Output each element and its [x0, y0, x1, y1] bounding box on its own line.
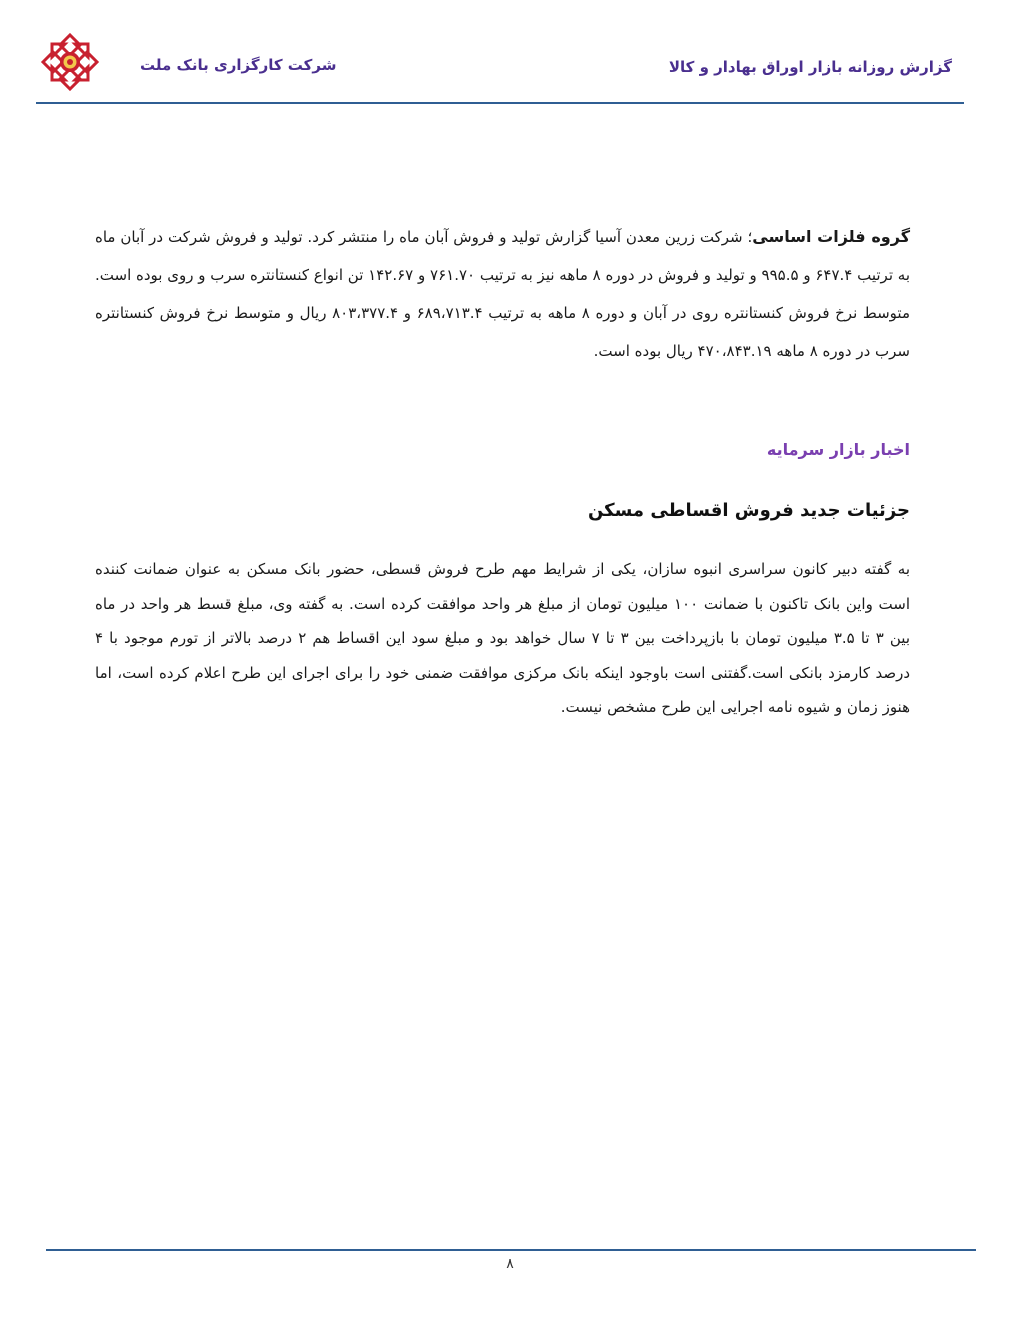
page-number: ۸	[506, 1256, 514, 1272]
metals-text: ؛ شرکت زرین معدن آسیا گزارش تولید و فروش آبان ماه را منتشر کرد. تولید و فروش شرکت در آبان ماه به ترتیب ۶۴۷.۴ و ۹۹۵.۵ و تولید و فروش در دوره ۸ ماهه نیز به ترتیب ۷۶۱.۷۰ و ۱۴۲.۶۷ تن انواع کنستانتره سرب و روی بوده است. متوسط نرخ فروش کنستانتره روی در آبان و دوره ۸ ماهه به ترتیب ۶۸۹،۷۱۳.۴ و ۸۰۳،۳۷۷.۴ ریال و متوسط نرخ فروش کنستانتره سرب در دوره ۸ ماهه ۴۷۰،۸۴۳.۱۹ ریال بوده است.	[95, 228, 911, 360]
company-name: شرکت کارگزاری بانک ملت	[140, 56, 337, 74]
section-title: اخبار بازار سرمایه	[766, 440, 910, 459]
bank-mellat-logo-icon	[40, 32, 100, 92]
header-divider	[36, 102, 964, 104]
news-body: به گفته دبیر کانون سراسری انبوه سازان، یکی از شرایط مهم طرح فروش قسطی، حضور بانک مسکن به عنوان ضمانت کننده است واین بانک تاکنون با ضمانت ۱۰۰ میلیون تومان از مبلغ هر واحد موافقت کرده است. به گفته وی، مبلغ قسط هر واحد در ماه بین ۳ تا ۳.۵ میلیون تومان با بازپرداخت بین ۳ تا ۷ سال خواهد بود و مبلغ سود این اقساط هم ۲ درصد بالاتر از تورم موجود با ۴ درصد کارمزد بانکی است.گفتنی است باوجود اینکه بانک مرکزی موافقت ضمنی خود را برای اجرای این طرح اعلام کرده است، اما هنوز زمان و شیوه نامه اجرایی این طرح مشخص نیست.	[95, 560, 910, 716]
news-heading: جزئیات جدید فروش اقساطی مسکن	[587, 500, 910, 521]
metals-lead: گروه فلزات اساسی	[752, 227, 910, 246]
metals-paragraph	[95, 218, 910, 370]
report-title: گزارش روزانه بازار اوراق بهادار و کالا	[668, 58, 952, 76]
page-header	[36, 28, 964, 104]
footer-divider	[46, 1249, 976, 1251]
